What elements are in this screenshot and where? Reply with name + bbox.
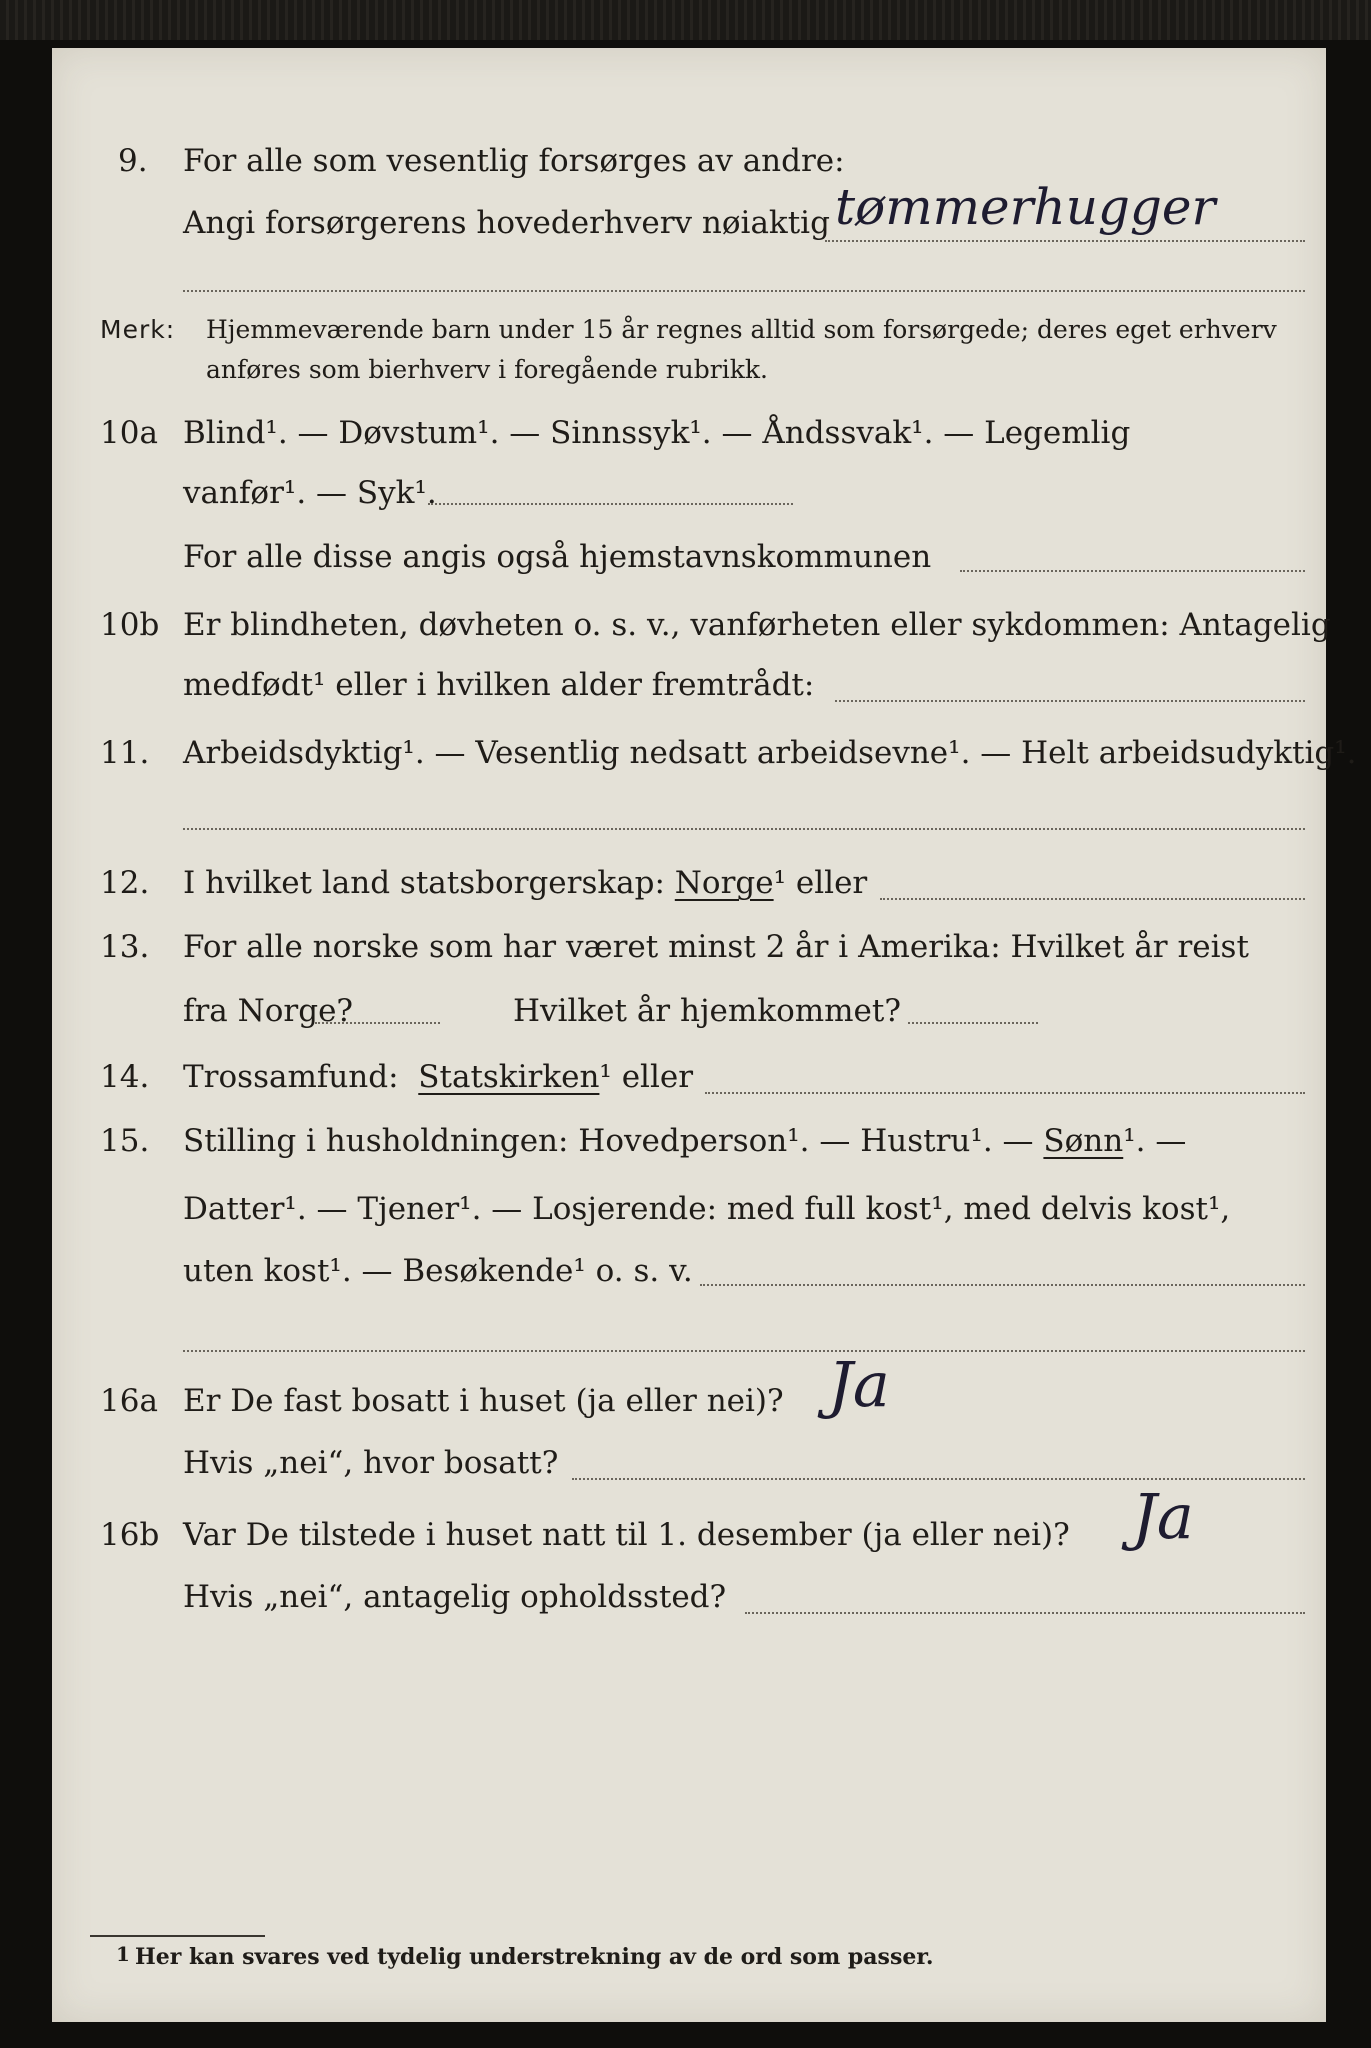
q10a-text-line1: Blind¹. — Døvstum¹. — Sinnssyk¹. — Åndssvak¹. — Legemlig (183, 415, 1131, 451)
q16b-handwritten-answer[interactable]: Ja (1132, 1480, 1194, 1553)
q16a-text-line2: Hvis „nei“, hvor bosatt? (183, 1445, 559, 1481)
q12-number: 12. (100, 865, 150, 901)
q13-number: 13. (100, 929, 150, 965)
q15-extra-line[interactable] (183, 1350, 1305, 1352)
footnote-rule (90, 1935, 265, 1937)
q13-text-line2a: fra Norge? (183, 993, 354, 1029)
q11-number: 11. (100, 735, 150, 771)
q10b-number: 10b (100, 607, 160, 643)
q13-return-line[interactable] (908, 1022, 1038, 1024)
q15-answer-line[interactable] (700, 1284, 1305, 1286)
q15-text-line3: uten kost¹. — Besøkende¹ o. s. v. (183, 1253, 693, 1289)
q12-suffix: ¹ eller (773, 865, 868, 901)
q15-text-line1 (183, 1116, 1186, 1166)
q10a-text-line3: For alle disse angis også hjemstavnskommunen (183, 539, 932, 575)
q13-text-line1: For alle norske som har været minst 2 år i Amerika: Hvilket år reist (183, 929, 1249, 965)
merk-text-line1: Hjemmeværende barn under 15 år regnes alltid som forsørgede; deres eget erhverv (206, 315, 1277, 344)
footnote-mark: 1 (116, 1942, 130, 1966)
q10a-answer-line[interactable] (428, 503, 793, 505)
q10b-text-line1: Er blindheten, døvheten o. s. v., vanførheten eller sykdommen: Antagelig (183, 607, 1331, 643)
q10a-text-line2: vanfør¹. — Syk¹. (183, 475, 437, 511)
q14-suffix: ¹ eller (599, 1059, 694, 1095)
q10b-text-line2: medfødt¹ eller i hvilken alder fremtrådt: (183, 667, 815, 703)
merk-label: Merk: (100, 315, 176, 344)
q14-choice-statskirken[interactable]: Statskirken (418, 1059, 600, 1095)
q14-text (183, 1052, 693, 1102)
q15-text-line1b: ¹. — (1123, 1123, 1187, 1159)
q16b-answer-line[interactable] (745, 1612, 1305, 1614)
q10b-answer-line[interactable] (835, 700, 1305, 702)
q9-text-line2: Angi forsørgerens hovederhverv nøiaktig (183, 205, 830, 241)
q12-text (183, 858, 867, 908)
q14-number: 14. (100, 1059, 150, 1095)
merk-text-line2: anføres som bierhverv i foregående rubrikk. (206, 355, 768, 384)
q14-prefix: Trossamfund: (183, 1059, 399, 1095)
scan-border-top (0, 0, 1371, 40)
q9-answer-line (825, 240, 1305, 242)
q16a-number: 16a (100, 1383, 158, 1419)
q9-handwritten-answer[interactable]: tømmerhugger (835, 178, 1216, 236)
q16a-handwritten-answer[interactable]: Ja (828, 1348, 890, 1421)
q9-number: 9. (118, 143, 148, 179)
q16b-text-line1: Var De tilstede i huset natt til 1. desember (ja eller nei)? (183, 1517, 1070, 1553)
q12-answer-line[interactable] (880, 898, 1305, 900)
q10a-number: 10a (100, 415, 158, 451)
q15-choice-sonn[interactable]: Sønn (1043, 1123, 1124, 1159)
q16b-text-line2: Hvis „nei“, antagelig opholdssted? (183, 1579, 727, 1615)
q16a-text-line1: Er De fast bosatt i huset (ja eller nei)? (183, 1383, 784, 1419)
q11-answer-line[interactable] (183, 828, 1305, 830)
q15-text-line2: Datter¹. — Tjener¹. — Losjerende: med full kost¹, med delvis kost¹, (183, 1191, 1231, 1227)
q16a-answer-line[interactable] (572, 1478, 1305, 1480)
q10a-hometown-line[interactable] (960, 570, 1305, 572)
q11-text-line1: Arbeidsdyktig¹. — Vesentlig nedsatt arbeidsevne¹. — Helt arbeidsudyktig¹. (183, 735, 1357, 771)
q13-text-line2b: Hvilket år hjemkommet? (513, 993, 901, 1029)
q9-extra-line (183, 290, 1305, 292)
q16b-number: 16b (100, 1517, 160, 1553)
q12-prefix: I hvilket land statsborgerskap: (183, 865, 665, 901)
q13-departure-line[interactable] (315, 1022, 440, 1024)
q15-text-line1a: Stilling i husholdningen: Hovedperson¹. — Hustru¹. — (183, 1123, 1034, 1159)
footnote-text: Her kan svares ved tydelig understrekning av de ord som passer. (135, 1944, 934, 1970)
q14-answer-line[interactable] (705, 1092, 1305, 1094)
q9-text-line1: For alle som vesentlig forsørges av andre: (183, 143, 845, 179)
q15-number: 15. (100, 1123, 150, 1159)
q12-choice-norge[interactable]: Norge (674, 865, 774, 901)
